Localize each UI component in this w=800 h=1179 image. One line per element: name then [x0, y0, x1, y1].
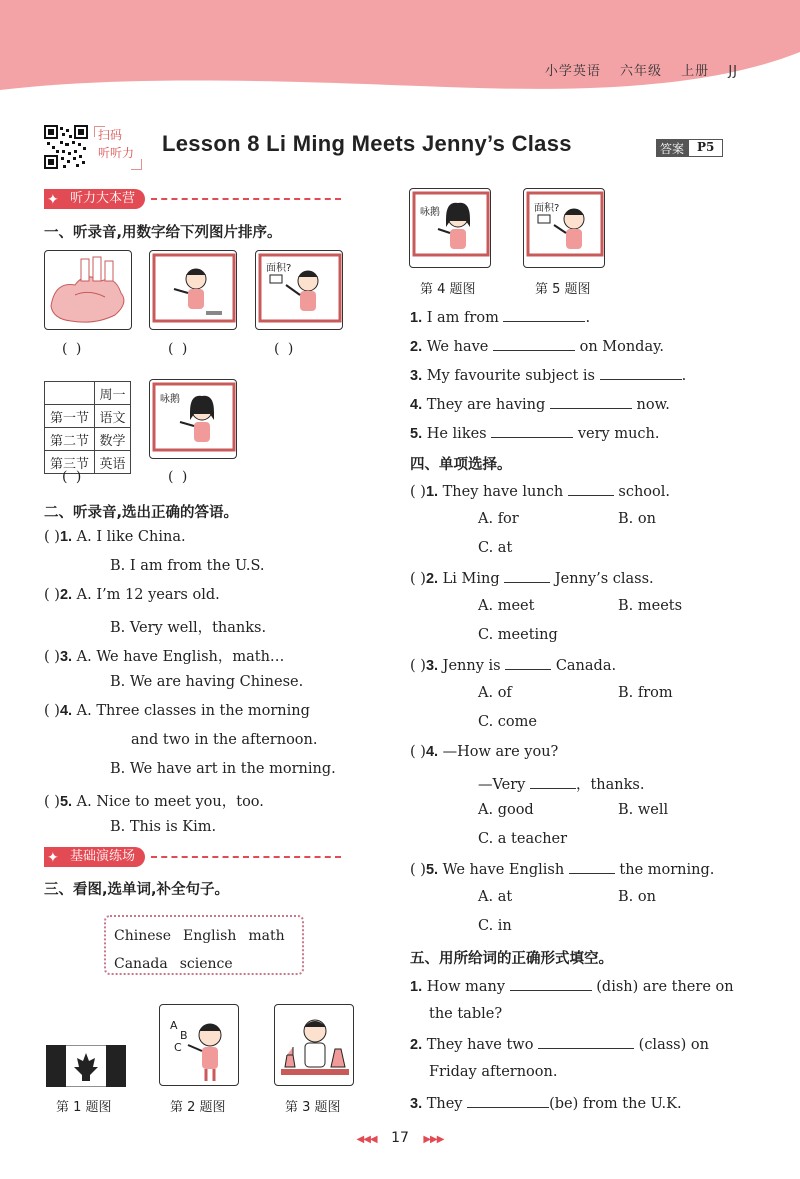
word-option: Chinese	[114, 928, 171, 944]
question-text-end: on Monday.	[579, 339, 664, 355]
section-banner-listening	[44, 189, 341, 209]
part4-q1	[410, 482, 670, 500]
schedule-subject: 语文	[95, 405, 131, 428]
runner-icon: ✦	[47, 850, 59, 866]
choice-a[interactable]: A. meet	[478, 598, 535, 614]
schedule-period: 第一节	[45, 405, 95, 428]
schedule-subject: 英语	[95, 451, 131, 474]
part2-q4	[44, 703, 310, 719]
option-a: A. We have English，math…	[76, 649, 285, 665]
answer-paren-b[interactable]: ( )	[168, 341, 190, 357]
letter-b: B	[180, 1029, 188, 1042]
part4-title: 四、单项选择。	[410, 457, 512, 473]
choice-c[interactable]: C. in	[478, 918, 512, 934]
question-number: 1.	[59, 529, 73, 545]
choice-a[interactable]: A. for	[478, 511, 519, 527]
fill-blank[interactable]	[467, 1094, 549, 1108]
question-number: 1.	[425, 484, 439, 500]
schedule-period: 第三节	[45, 451, 95, 474]
question-number: 2.	[410, 1037, 423, 1053]
banner-divider	[151, 856, 341, 858]
fill-blank[interactable]	[510, 977, 592, 991]
poem-label: 咏鹅	[420, 207, 440, 218]
fill-blank[interactable]	[550, 395, 632, 409]
answer-paren[interactable]: ( )	[44, 649, 60, 665]
question-text-end: now.	[636, 397, 670, 413]
picture-boy-abc	[159, 1004, 239, 1086]
picture-girl-poem	[149, 379, 237, 459]
part4-q4-line2	[478, 773, 644, 794]
question-text-end: school.	[618, 484, 670, 500]
question-number: 3.	[410, 1096, 423, 1112]
question-text: My favourite subject is	[426, 368, 595, 384]
question-number: 4.	[410, 397, 423, 413]
banner-divider	[151, 198, 341, 200]
question-text-end: Jenny’s class.	[554, 571, 654, 587]
choice-b[interactable]: B. well	[618, 802, 669, 818]
option-b: B. I am from the U.S.	[110, 558, 265, 574]
caption-pic2: 第 2 题图	[170, 1100, 226, 1115]
question-number: 5.	[410, 426, 423, 442]
question-text-end: the morning.	[619, 862, 715, 878]
question-text-end: .	[585, 310, 591, 326]
part5-q1	[410, 977, 734, 995]
choice-c[interactable]: C. a teacher	[478, 831, 568, 847]
word-bank	[104, 915, 304, 975]
question-continued: Friday afternoon.	[429, 1064, 558, 1080]
fill-blank[interactable]	[600, 366, 682, 380]
part3-q2	[410, 337, 664, 355]
question-text: We have English	[442, 862, 565, 878]
part2-q5	[44, 790, 264, 811]
grade-label: 六年级	[620, 64, 663, 79]
option-b: B. Very well，thanks.	[110, 620, 267, 636]
word-option: science	[179, 956, 233, 972]
schedule-period: 第二节	[45, 428, 95, 451]
question-text: How many	[426, 979, 506, 995]
part4-q3	[410, 656, 616, 674]
fill-blank[interactable]	[503, 308, 585, 322]
book-info	[531, 60, 738, 79]
picture-cake	[44, 250, 132, 330]
choice-c[interactable]: C. come	[478, 714, 537, 730]
option-a: A. I like China.	[76, 529, 186, 545]
question-text-end: .	[681, 368, 687, 384]
edition-label: JJ	[728, 64, 738, 79]
question-text: Jenny is	[442, 658, 501, 674]
schedule-table	[44, 381, 131, 474]
part5-q3	[410, 1094, 682, 1112]
answer-label: 答案	[656, 139, 688, 157]
option-a: A. I’m 12 years old.	[76, 587, 220, 603]
picture-boy-area-5	[523, 188, 605, 268]
part3-q1	[410, 308, 590, 326]
answer-paren[interactable]: ( )	[44, 529, 60, 545]
question-text-end: ，thanks.	[575, 777, 645, 793]
answer-paren-c[interactable]: ( )	[274, 341, 296, 357]
choice-a[interactable]: A. at	[478, 889, 513, 905]
option-a: A. Three classes in the morning	[76, 703, 310, 719]
part4-q5	[410, 860, 714, 878]
choice-c[interactable]: C. at	[478, 540, 513, 556]
answer-paren[interactable]: ( )	[44, 703, 60, 719]
question-text: They are having	[426, 397, 546, 413]
scan-line2: 听听力	[98, 146, 135, 160]
scan-line1: 扫码	[98, 128, 123, 142]
qr-code-icon[interactable]	[44, 125, 88, 169]
word-option: math	[248, 928, 285, 944]
answer-paren[interactable]: ( )	[44, 794, 60, 810]
question-number: 5.	[425, 862, 439, 878]
word-option: Canada	[114, 956, 168, 972]
answer-paren[interactable]: ( )	[410, 484, 426, 500]
area-label: 面积?	[266, 263, 292, 274]
part4-q4	[410, 744, 558, 760]
question-text: They have lunch	[442, 484, 564, 500]
answer-paren[interactable]: ( )	[410, 658, 426, 674]
word-option: English	[182, 928, 237, 944]
poem-label: 咏鹅	[160, 394, 180, 405]
scan-to-listen-label	[94, 126, 142, 170]
choice-b[interactable]: B. meets	[618, 598, 683, 614]
choice-b[interactable]: B. on	[618, 511, 656, 527]
choice-c[interactable]: C. meeting	[478, 627, 558, 643]
caption-pic5: 第 5 题图	[535, 282, 591, 297]
choice-a[interactable]: A. good	[478, 802, 534, 818]
runner-icon: ✦	[47, 192, 59, 208]
part5-title: 五、用所给词的正确形式填空。	[410, 951, 613, 967]
option-a: A. Nice to meet you，too.	[76, 794, 264, 810]
question-number: 1.	[410, 310, 423, 326]
picture-boy-area	[255, 250, 343, 330]
answer-paren[interactable]: ( )	[410, 744, 426, 760]
caption-pic3: 第 3 题图	[285, 1100, 341, 1115]
question-text-end: (dish) are there on	[596, 979, 734, 995]
question-text: They have two	[426, 1037, 534, 1053]
question-text-end: very much.	[577, 426, 660, 442]
caption-pic1: 第 1 题图	[56, 1100, 112, 1115]
answer-page: P5	[688, 139, 723, 157]
part2-title: 二、听录音,选出正确的答语。	[44, 505, 239, 521]
answer-paren-e[interactable]: ( )	[168, 469, 190, 485]
part3-q3	[410, 366, 686, 384]
area-label: 面积?	[534, 203, 560, 214]
question-number: 3.	[59, 649, 73, 665]
question-text: They	[426, 1096, 463, 1112]
left-arrows-icon: ◀◀◀	[356, 1134, 377, 1145]
answer-paren[interactable]: ( )	[410, 571, 426, 587]
question-number: 1.	[410, 979, 423, 995]
answer-paren[interactable]: ( )	[44, 587, 60, 603]
section-banner-basic	[44, 847, 341, 867]
choice-b[interactable]: B. from	[618, 685, 673, 701]
fill-blank[interactable]	[493, 337, 575, 351]
choice-b[interactable]: B. on	[618, 889, 656, 905]
question-text: We have	[426, 339, 489, 355]
picture-girl-poem-4	[409, 188, 491, 268]
fill-blank[interactable]	[504, 569, 550, 583]
part4-q2	[410, 569, 654, 587]
question-text-end: Canada.	[555, 658, 617, 674]
question-continued: the table?	[429, 1006, 503, 1022]
fill-blank[interactable]	[491, 424, 573, 438]
answer-paren[interactable]: ( )	[410, 862, 426, 878]
option-b: B. We are having Chinese.	[110, 674, 304, 690]
page-number: 17	[391, 1130, 409, 1146]
part3-title: 三、看图,选单词,补全句子。	[44, 882, 230, 898]
part3-q5	[410, 424, 660, 442]
question-number: 2.	[59, 587, 73, 603]
question-text: I am from	[426, 310, 499, 326]
schedule-subject: 数学	[95, 428, 131, 451]
fill-blank[interactable]	[505, 656, 551, 670]
fill-blank[interactable]	[569, 860, 615, 874]
answer-tag	[656, 139, 723, 157]
question-text-end: (be) from the U.K.	[549, 1096, 682, 1112]
part5-q2	[410, 1035, 709, 1053]
part2-q1	[44, 529, 186, 545]
part2-q2	[44, 587, 220, 603]
question-number: 4.	[425, 744, 439, 760]
question-number: 3.	[410, 368, 423, 384]
answer-paren-d[interactable]: ( )	[62, 469, 84, 485]
part3-q4	[410, 395, 670, 413]
picture-science-lab	[274, 1004, 354, 1086]
option-a-continued: and two in the afternoon.	[131, 732, 318, 748]
page-footer	[0, 1130, 800, 1146]
choice-a[interactable]: A. of	[478, 685, 512, 701]
question-number: 4.	[59, 703, 73, 719]
caption-pic4: 第 4 题图	[420, 282, 476, 297]
letter-a: A	[170, 1019, 178, 1032]
fill-blank[interactable]	[538, 1035, 634, 1049]
question-number: 5.	[59, 794, 73, 810]
right-arrows-icon: ▶▶▶	[423, 1134, 444, 1145]
picture-boy-blackboard	[149, 250, 237, 330]
lesson-title: Lesson 8 Li Ming Meets Jenny’s Class	[162, 131, 572, 156]
letter-c: C	[174, 1041, 182, 1054]
question-text-end: (class) on	[638, 1037, 709, 1053]
schedule-header: 周一	[95, 382, 131, 405]
part1-title: 一、听录音,用数字给下列图片排序。	[44, 225, 282, 241]
fill-blank[interactable]	[530, 775, 576, 789]
canada-flag-icon	[46, 1045, 126, 1087]
question-number: 2.	[425, 571, 439, 587]
question-text: He likes	[426, 426, 487, 442]
question-number: 2.	[410, 339, 423, 355]
part2-q3	[44, 645, 284, 666]
question-text: —How are you?	[442, 744, 559, 760]
subject-label: 小学英语	[544, 64, 601, 79]
option-b: B. We have art in the morning.	[110, 761, 336, 777]
question-number: 3.	[425, 658, 439, 674]
fill-blank[interactable]	[568, 482, 614, 496]
section-listening-label: 听力大本营	[70, 191, 136, 206]
answer-paren-a[interactable]: ( )	[62, 341, 84, 357]
question-text: —Very	[478, 777, 526, 793]
section-basic-label: 基础演练场	[70, 849, 136, 864]
option-b: B. This is Kim.	[110, 819, 217, 835]
volume-label: 上册	[681, 64, 710, 79]
question-text: Li Ming	[442, 571, 500, 587]
